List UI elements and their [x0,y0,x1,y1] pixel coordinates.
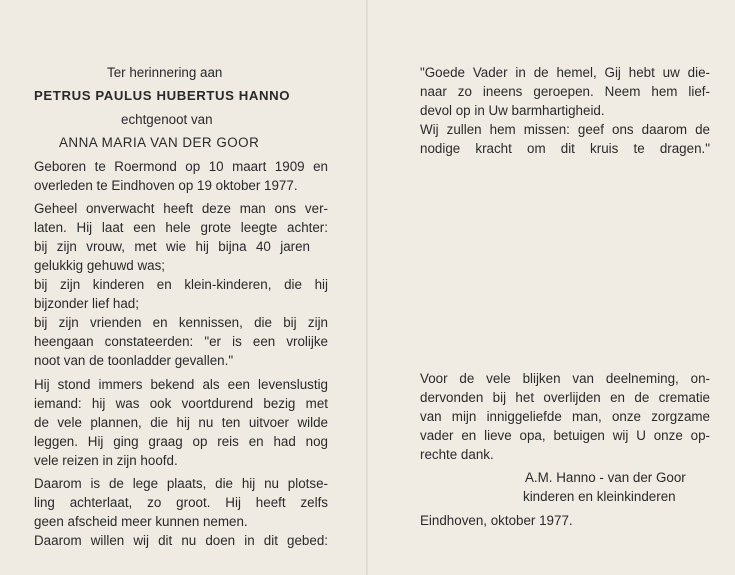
thanks-line-5: rechte dank. [420,447,494,462]
birth-line-1: Geboren te Roermond op 10 maart 1909 en [34,159,328,174]
spouse-label: echtgenoot van [121,112,213,127]
para2-line-2: iemand: hij was ook voortdurend bezig met [34,396,328,411]
place-date: Eindhoven, oktober 1977. [420,513,573,528]
para1-line-7: bij zijn vrienden en kennissen, die bij zijn [34,315,328,330]
para1-line-8: heengaan constateerden: "er is een vrolijke [34,334,328,349]
prayer-line-2: naar zo ineens geroepen. Neem hem lief- [420,84,710,99]
prayer-line-5: nodige kracht om dit kruis te dragen." [420,141,710,156]
para2-line-5: vele reizen in zijn hoofd. [34,453,178,468]
birth-line-2: overleden te Eindhoven op 19 oktober 1977. [34,178,298,193]
signature-family: kinderen en kleinkinderen [523,489,676,504]
para3-line-2: ling achterlaat, zo groot. Hij heeft zelfs [34,495,328,510]
thanks-line-2: dervonden bij het overlijden en de crematie [420,390,710,405]
para2-line-4: leggen. Hij ging graag op reis en had nog [34,434,328,449]
para1-line-6: bijzonder lief had; [34,296,139,311]
left-panel [0,0,366,575]
deceased-name: PETRUS PAULUS HUBERTUS HANNO [34,88,291,103]
para1-line-2: laten. Hij laat een hele grote leegte achter: [34,220,328,235]
para2-line-1: Hij stond immers bekend als een levenslustig [34,377,328,392]
intro-line: Ter herinnering aan [107,65,223,80]
prayer-line-1: "Goede Vader in de hemel, Gij hebt uw die- [420,65,710,80]
thanks-line-4: vader en lieve opa, betuigen wij U onze op- [420,428,710,443]
para3-line-3: geen afscheid meer kunnen nemen. [34,514,248,529]
spouse-name: ANNA MARIA VAN DER GOOR [59,135,260,150]
para1-line-5: bij zijn kinderen en klein-kinderen, die hij [34,277,328,292]
prayer-line-3: devol op in Uw barmhartigheid. [420,103,605,118]
para3-line-1: Daarom is de lege plaats, die hij nu plotse- [34,476,328,491]
thanks-line-1: Voor de vele blijken van deelneming, on- [420,371,710,386]
right-panel [368,0,735,575]
thanks-line-3: van mijn inniggeliefde man, onze zorgzame [420,409,710,424]
para1-line-4: gelukkig gehuwd was; [34,258,166,273]
para1-line-3: bij zijn vrouw, met wie hij bijna 40 jaren [34,239,310,254]
para2-line-3: de vele plannen, die hij nu ten uitvoer wilde [34,415,328,430]
signature-name: A.M. Hanno - van der Goor [525,470,686,485]
para1-line-1: Geheel onverwacht heeft deze man ons ver- [34,201,328,216]
para3-line-4: Daarom willen wij dit nu doen in dit gebed: [34,533,328,548]
prayer-line-4: Wij zullen hem missen: geef ons daarom de [420,122,710,137]
para1-line-9: noot van de toonladder gevallen." [34,353,234,368]
